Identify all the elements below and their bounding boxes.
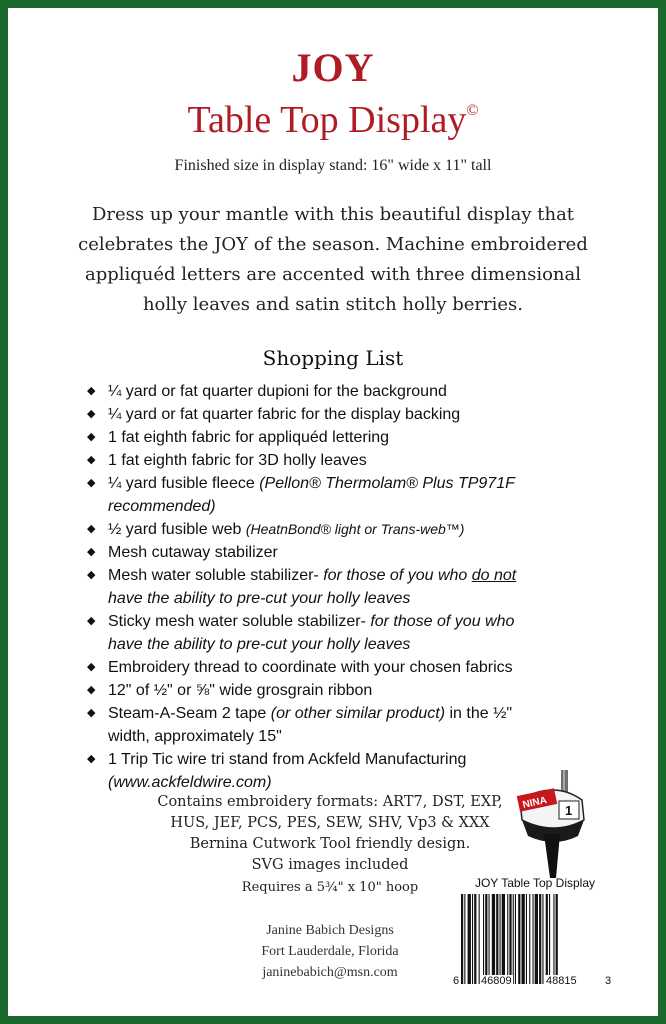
diamond-bullet-icon: ◆ [87,753,96,765]
diamond-bullet-icon: ◆ [87,408,96,420]
barcode-digit: 3 [605,975,612,987]
list-item [87,449,578,472]
designer-credits [200,920,460,983]
diamond-bullet-icon: ◆ [87,707,96,719]
barcode-bar [549,894,550,984]
diamond-bullet-icon: ◆ [87,431,96,443]
item-note: for those of you who [323,567,472,584]
item-text: 1 fat eighth fabric for 3D holly leaves [108,452,367,469]
barcode-bar [474,894,476,984]
barcode-bar [529,894,530,984]
list-item [87,702,578,748]
barcode-bar [513,894,514,984]
item-note: (HeatnBond® light or Trans-web™) [245,521,465,537]
barcode [455,892,605,992]
item-text: yard fusible web [121,521,246,538]
barcode-bar [522,894,525,984]
list-item [87,380,578,403]
barcode-bar [518,894,520,984]
list-item [87,403,578,426]
hoop-requirement: Requires a 5¾" x 10" hoop [241,880,419,895]
company-name: Janine Babich Designs [266,923,394,938]
intro-line: appliquéd letters are accented with three dimensional [84,264,582,285]
item-text: 12" of ½" or ⅝" wide grosgrain ribbon [108,682,373,699]
title: JOY [291,45,375,90]
barcode-digit: 6 [453,975,460,987]
barcode-bar [539,894,541,984]
item-note: for those of you who [370,613,515,630]
barcode-bar [553,894,554,984]
list-item [87,656,578,679]
list-item [87,541,578,564]
item-text: yard or fat quarter fabric for the display backing [121,406,461,423]
tool-number-label: 1 [565,803,573,818]
barcode-bar [515,894,516,984]
subtitle-text: Table Top Display [187,99,467,141]
list-item [87,518,578,541]
barcode-bar [479,894,480,984]
item-text: 1 Trip Tic wire tri stand from Ackfeld Manufacturing [108,751,467,768]
barcode-bar [507,894,508,984]
barcode-bar [483,894,484,984]
item-text: 1 fat eighth fabric for appliquéd lettering [108,429,390,446]
barcode-digit-group: 48815 [546,975,577,987]
barcode-bar [489,894,490,984]
diamond-bullet-icon: ◆ [87,454,96,466]
item-note: (www.ackfeldwire.com) [108,774,272,791]
list-item [87,679,578,702]
shopping-list [87,380,578,794]
formats-line: HUS, JEF, PCS, PES, SEW, SHV, Vp3 & XXX [170,815,490,831]
item-note: (Pellon® Thermolam® Plus TP971F [259,475,515,492]
item-text: Embroidery thread to coordinate with your chosen fabrics [108,659,513,676]
barcode-bars [455,892,605,992]
item-note: have the ability to pre-cut your holly leaves [108,636,411,653]
diamond-bullet-icon: ◆ [87,684,96,696]
barcode-bar [496,894,498,984]
barcode-bar [485,894,487,984]
fraction: ¼ [108,383,122,400]
intro-line: celebrates the JOY of the season. Machine embroidered [78,234,588,255]
item-note: have the ability to pre-cut your holly leaves [108,590,411,607]
fraction: ¼ [108,406,122,423]
formats-line: Contains embroidery formats: ART7, DST, EXP, [157,794,503,810]
shopping-list-heading: Shopping List [262,346,404,370]
finished-size: Finished size in display stand: 16" wide x 11" tall [174,157,492,174]
barcode-bar [542,894,543,984]
item-note: recommended) [108,498,216,515]
formats-line: Bernina Cutwork Tool friendly design. [189,836,471,852]
barcode-bar [509,894,511,984]
diamond-bullet-icon: ◆ [87,546,96,558]
barcode-bar [502,894,505,984]
item-text: yard or fat quarter dupioni for the background [121,383,447,400]
fraction: ¼ [108,475,122,492]
company-email: janinebabich@msn.com [262,965,398,980]
list-item [87,564,578,610]
barcode-bar [500,894,501,984]
item-text: Sticky mesh water soluble stabilizer- [108,613,371,630]
barcode-bar [535,894,538,984]
tool-brand-label: NINA [521,795,548,811]
diamond-bullet-icon: ◆ [87,523,96,535]
barcode-bar [556,894,558,984]
barcode-bar [492,894,495,984]
fraction: ½ [108,521,122,538]
item-text: Mesh cutaway stabilizer [108,544,278,561]
intro-line: Dress up your mantle with this beautiful display that [91,204,575,225]
barcode-bar [526,894,527,984]
diamond-bullet-icon: ◆ [87,385,96,397]
company-location: Fort Lauderdale, Florida [261,944,399,959]
item-note-emphasis: do not [471,567,517,584]
barcode-bar [472,894,473,984]
subtitle [0,98,666,142]
intro-paragraph [60,200,606,320]
item-text: yard fusible fleece [121,475,260,492]
list-item [87,472,578,518]
diamond-bullet-icon: ◆ [87,615,96,627]
item-text: in the ½" [445,705,513,722]
barcode-bar [464,894,465,984]
barcode-bar [461,894,463,984]
barcode-bar [533,894,534,984]
item-text: Mesh water soluble stabilizer- [108,567,324,584]
barcode-label: JOY Table Top Display [474,876,596,890]
list-item [87,426,578,449]
barcode-bar [546,894,548,984]
barcode-bar [468,894,471,984]
intro-line: holly leaves and satin stitch holly berries. [142,294,524,315]
formats-line: SVG images included [251,857,409,873]
diamond-bullet-icon: ◆ [87,477,96,489]
list-item [87,610,578,656]
diamond-bullet-icon: ◆ [87,569,96,581]
embroidery-formats [140,792,520,876]
barcode-digit-group: 46809 [481,975,512,987]
copyright-mark: © [466,102,479,119]
item-text: Steam-A-Seam 2 tape [108,705,271,722]
item-text: width, approximately 15" [108,728,282,745]
diamond-bullet-icon: ◆ [87,661,96,673]
item-note: (or other similar product) [270,705,446,722]
